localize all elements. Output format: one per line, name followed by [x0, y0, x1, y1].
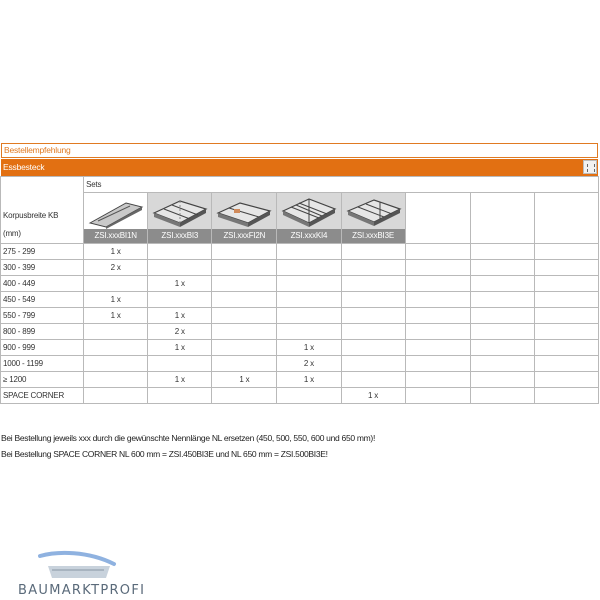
row-label: 400 - 449	[1, 276, 84, 292]
quantity-cell	[84, 372, 148, 388]
quantity-cell	[341, 244, 405, 260]
empty-cell	[534, 276, 598, 292]
row-label: 275 - 299	[1, 244, 84, 260]
quantity-cell	[212, 308, 277, 324]
quantity-cell	[212, 324, 277, 340]
section-title: Essbesteck	[3, 162, 45, 172]
product-cell[interactable]	[148, 193, 212, 244]
row-label: ≥ 1200	[1, 372, 84, 388]
quantity-cell: 1 x	[341, 388, 405, 404]
row-label: 300 - 399	[1, 260, 84, 276]
quantity-cell	[148, 356, 212, 372]
quantity-cell	[341, 356, 405, 372]
quantity-cell: 1 x	[84, 308, 148, 324]
page-title: Bestellempfehlung	[4, 145, 71, 155]
empty-cell	[470, 388, 534, 404]
table-row	[1, 260, 599, 276]
product-cell[interactable]	[277, 193, 341, 244]
empty-cell	[405, 260, 470, 276]
empty-cell	[405, 324, 470, 340]
table-row	[1, 356, 599, 372]
quantity-cell	[84, 340, 148, 356]
quantity-cell	[212, 356, 277, 372]
quantity-cell: 1 x	[212, 372, 277, 388]
quantity-cell: 2 x	[277, 356, 341, 372]
quantity-cell	[277, 388, 341, 404]
empty-cell	[534, 340, 598, 356]
empty-cell	[534, 356, 598, 372]
baumarktprofi-logo	[18, 548, 168, 598]
empty-cell	[534, 388, 598, 404]
quantity-cell	[277, 292, 341, 308]
empty-cell	[534, 292, 598, 308]
width-header-line2: (mm)	[3, 229, 21, 238]
row-label: SPACE CORNER	[1, 388, 84, 404]
empty-cell	[534, 308, 598, 324]
quantity-cell: 1 x	[148, 372, 212, 388]
table-row	[1, 324, 599, 340]
quantity-cell	[277, 244, 341, 260]
note-space-corner: Bei Bestellung SPACE CORNER NL 600 mm = ZSI.450BI3E und NL 650 mm = ZSI.500BI3E!	[1, 449, 328, 459]
quantity-cell	[148, 260, 212, 276]
quantity-cell	[212, 260, 277, 276]
quantity-cell	[277, 324, 341, 340]
quantity-cell	[212, 292, 277, 308]
empty-cell	[470, 244, 534, 260]
empty-cell	[405, 276, 470, 292]
row-label: 550 - 799	[1, 308, 84, 324]
quantity-cell	[84, 276, 148, 292]
empty-cell	[470, 308, 534, 324]
quantity-cell	[212, 244, 277, 260]
empty-cell	[534, 244, 598, 260]
quantity-cell: 1 x	[84, 292, 148, 308]
product-code: ZSI.xxxKI4	[277, 229, 340, 243]
empty-cell	[405, 193, 470, 244]
quantity-cell: 2 x	[148, 324, 212, 340]
product-card[interactable]	[148, 193, 211, 243]
three-compartment-tray-icon	[150, 195, 210, 229]
title-bar	[1, 143, 598, 158]
empty-cell	[405, 308, 470, 324]
product-code: ZSI.xxxBI3E	[342, 229, 405, 243]
note-nennlaenge: Bei Bestellung jeweils xxx durch die gewünschte Nennlänge NL ersetzen (450, 500, 550, 600 und 650 mm)!	[1, 433, 376, 443]
product-cell[interactable]	[212, 193, 277, 244]
empty-cell	[534, 324, 598, 340]
quantity-cell	[341, 372, 405, 388]
quantity-cell	[148, 244, 212, 260]
empty-cell	[405, 356, 470, 372]
quantity-cell: 1 x	[277, 372, 341, 388]
section-bar[interactable]	[1, 159, 598, 176]
row-label: 900 - 999	[1, 340, 84, 356]
quantity-cell	[341, 292, 405, 308]
header-row-sets	[1, 177, 599, 193]
product-cell[interactable]	[84, 193, 148, 244]
product-code: ZSI.xxxBI3	[148, 229, 211, 243]
quantity-cell	[341, 308, 405, 324]
quantity-cell	[212, 340, 277, 356]
table-row	[1, 388, 599, 404]
header-row-products	[1, 193, 599, 244]
logo-swoosh-icon	[18, 548, 128, 584]
empty-cell	[405, 340, 470, 356]
quantity-cell	[277, 276, 341, 292]
table-row	[1, 276, 599, 292]
quantity-cell	[84, 388, 148, 404]
product-card[interactable]	[277, 193, 340, 243]
quantity-cell	[277, 260, 341, 276]
empty-cell	[534, 260, 598, 276]
quantity-cell: 1 x	[148, 276, 212, 292]
product-cell[interactable]	[341, 193, 405, 244]
quantity-cell	[341, 260, 405, 276]
table-row	[1, 308, 599, 324]
quantity-cell	[212, 388, 277, 404]
empty-cell	[534, 372, 598, 388]
empty-cell	[470, 193, 534, 244]
quantity-cell	[277, 308, 341, 324]
corner-tray-icon	[344, 195, 404, 229]
product-code: ZSI.xxxFI2N	[212, 229, 276, 243]
quantity-cell	[148, 292, 212, 308]
empty-cell	[405, 244, 470, 260]
table-row	[1, 244, 599, 260]
quantity-cell	[84, 324, 148, 340]
table-row	[1, 340, 599, 356]
order-recommendation-table	[0, 176, 599, 404]
empty-cell	[470, 260, 534, 276]
quantity-cell	[84, 356, 148, 372]
empty-cell	[470, 324, 534, 340]
empty-cell	[405, 372, 470, 388]
empty-cell	[470, 356, 534, 372]
empty-cell	[405, 292, 470, 308]
quantity-cell: 1 x	[148, 308, 212, 324]
quantity-cell: 1 x	[277, 340, 341, 356]
quantity-cell: 1 x	[84, 244, 148, 260]
width-header	[1, 177, 84, 244]
four-compartment-tray-icon	[279, 195, 339, 229]
logo-text: BAUMARKTPROFI	[18, 583, 146, 598]
quantity-cell: 2 x	[84, 260, 148, 276]
quantity-cell	[341, 340, 405, 356]
product-card[interactable]	[84, 193, 147, 243]
collapse-icon[interactable]	[583, 160, 597, 174]
empty-cell	[470, 372, 534, 388]
product-card[interactable]	[212, 193, 276, 243]
empty-cell	[405, 388, 470, 404]
width-header-line1: Korpusbreite KB	[3, 211, 59, 220]
quantity-cell: 1 x	[148, 340, 212, 356]
empty-cell	[534, 193, 598, 244]
product-code: ZSI.xxxBI1N	[84, 229, 147, 243]
quantity-cell	[212, 276, 277, 292]
row-label: 800 - 899	[1, 324, 84, 340]
quantity-cell	[341, 276, 405, 292]
empty-cell	[470, 340, 534, 356]
quantity-cell	[148, 388, 212, 404]
table-row	[1, 372, 599, 388]
table-row	[1, 292, 599, 308]
row-label: 1000 - 1199	[1, 356, 84, 372]
quantity-cell	[341, 324, 405, 340]
single-tray-icon	[86, 195, 146, 229]
two-compartment-tray-icon	[214, 195, 274, 229]
empty-cell	[470, 292, 534, 308]
sets-header: Sets	[84, 177, 599, 193]
empty-cell	[470, 276, 534, 292]
product-card[interactable]	[342, 193, 405, 243]
row-label: 450 - 549	[1, 292, 84, 308]
